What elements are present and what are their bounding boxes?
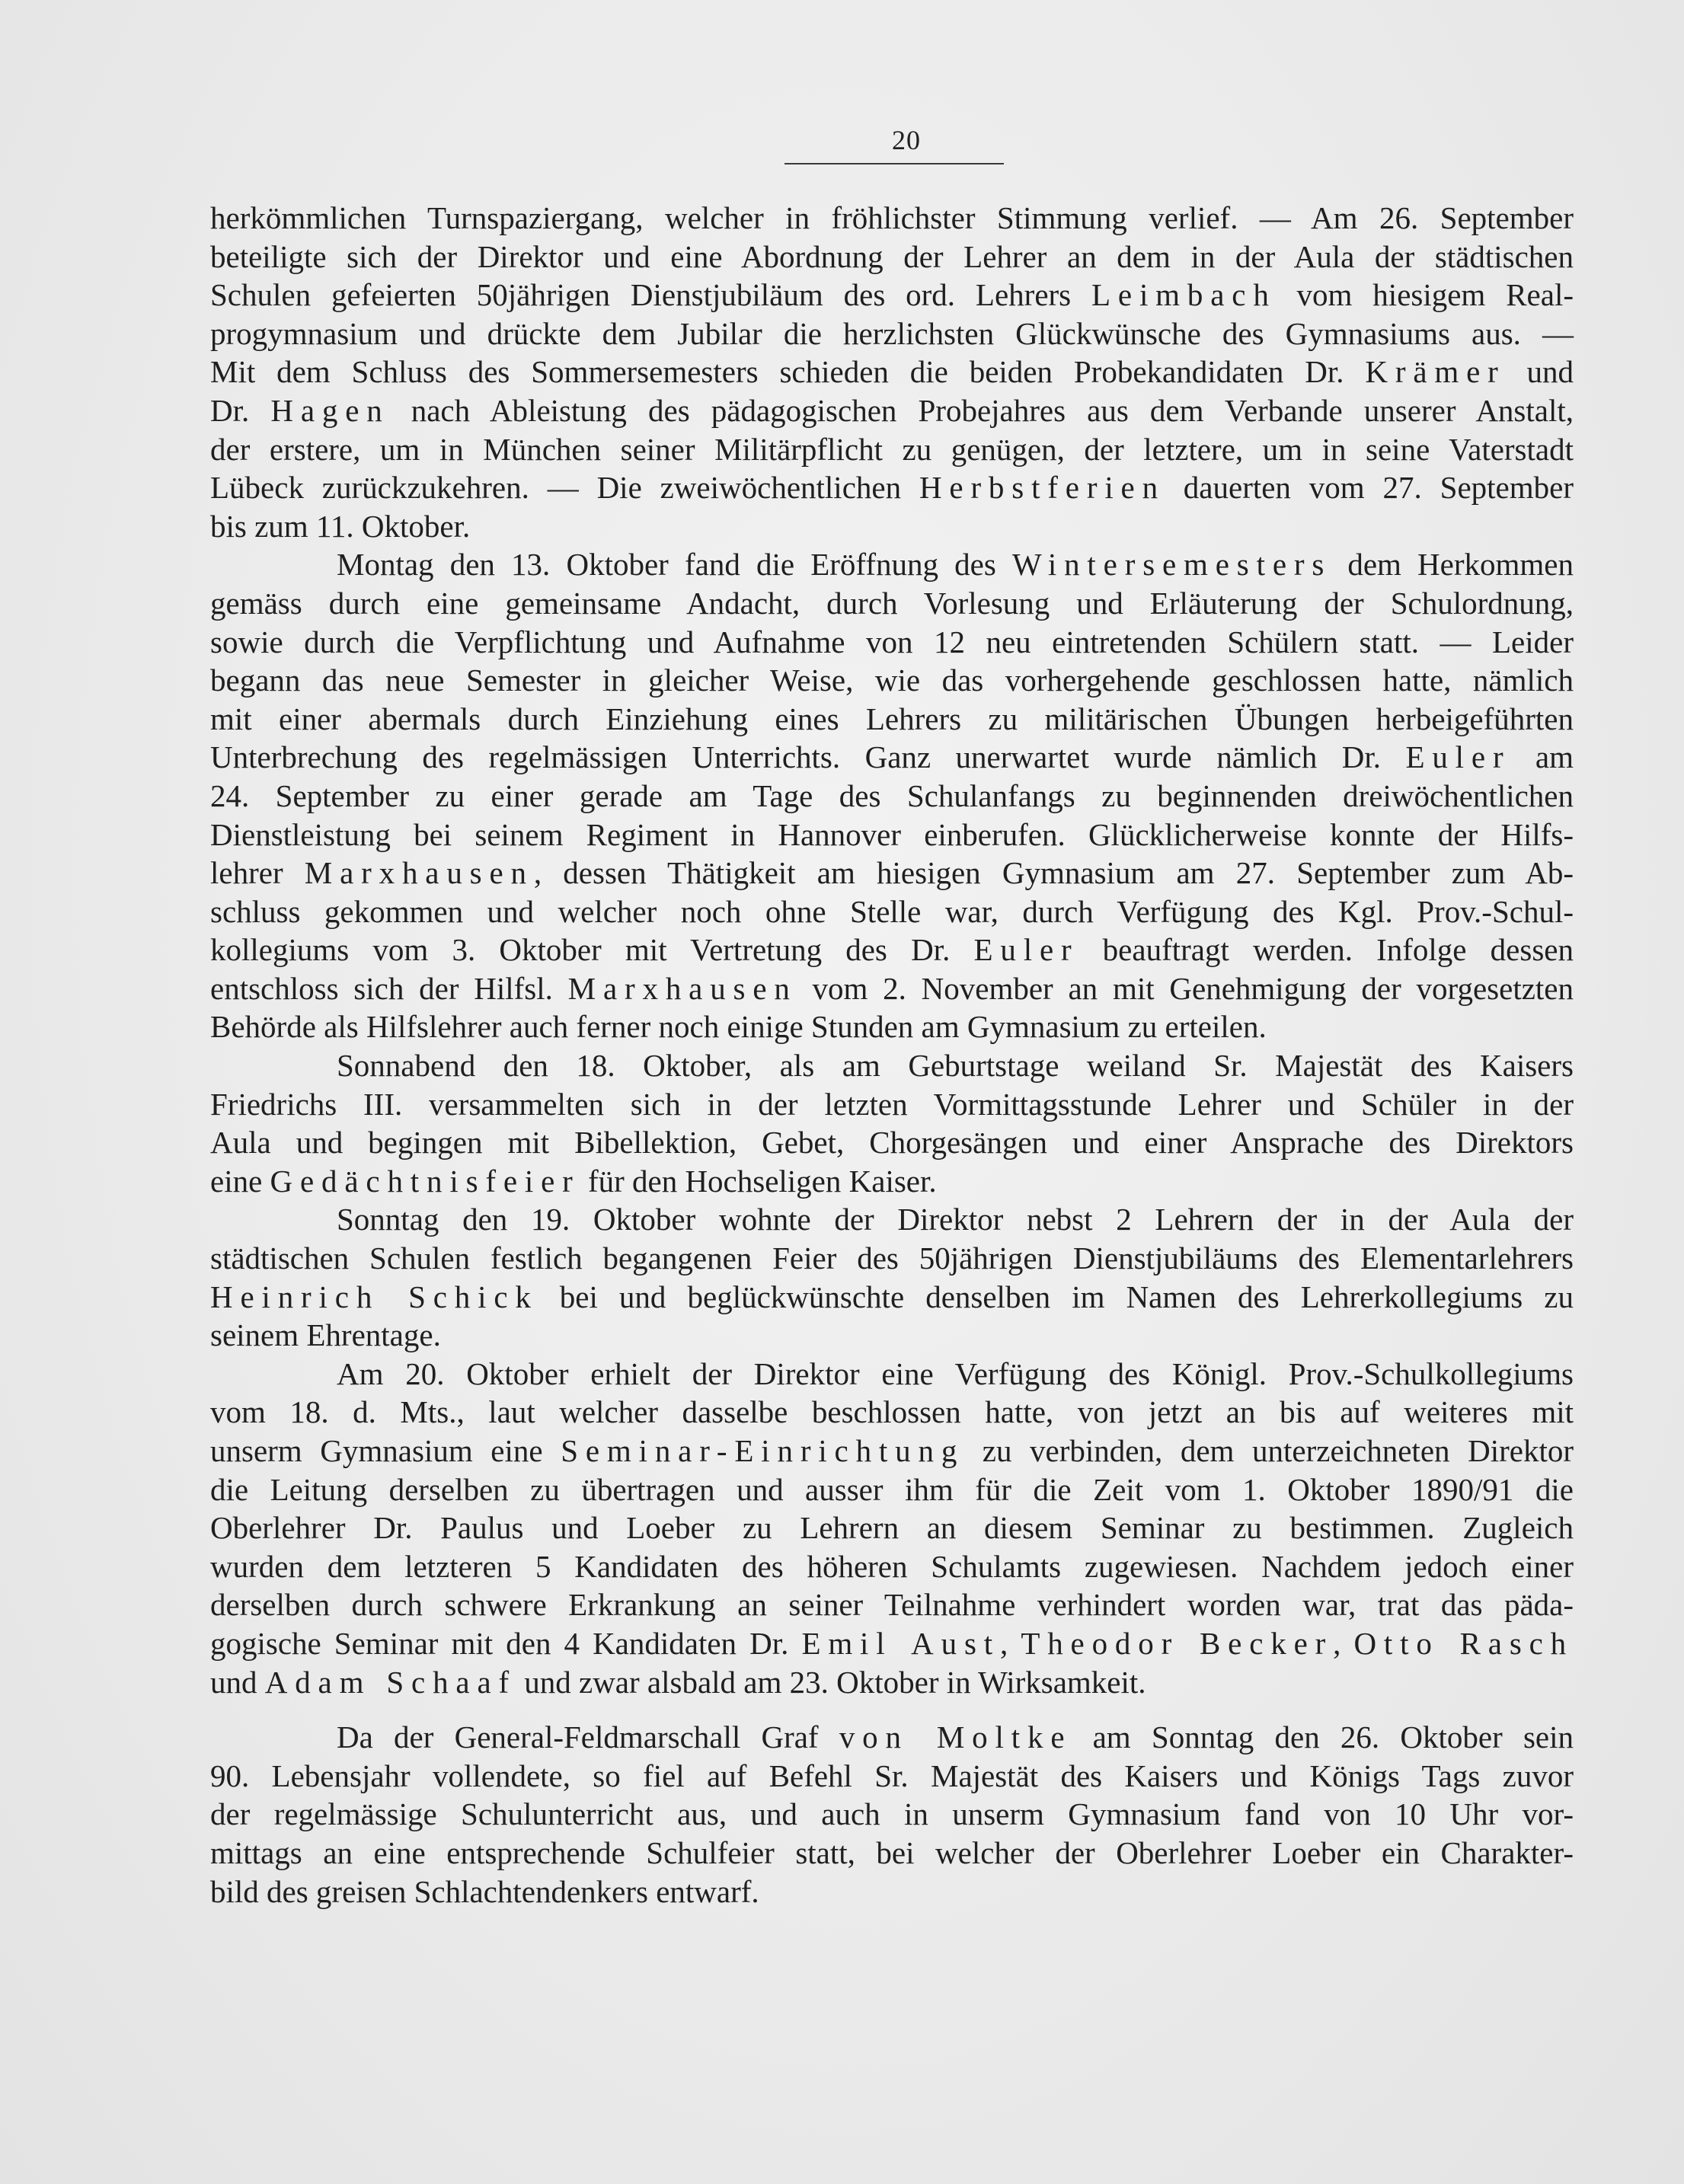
text-line: vom 18. d. Mts., laut welcher dasselbe beschlossen hatte, von jetzt an bis auf weiteres mit (210, 1394, 1574, 1430)
spaced-name: Marxhausen (567, 970, 797, 1006)
paragraph-1 (210, 199, 1574, 545)
text-line: derselben durch schwere Erkrankung an seiner Teilnahme verhindert worden war, trat das päda- (210, 1587, 1574, 1623)
text-line: mit einer abermals durch Einziehung eines Lehrers zu militärischen Übungen herbeigeführten (210, 701, 1574, 736)
text-line: 90. Lebensjahr vollendete, so fiel auf Befehl Sr. Majestät des Kaisers und Königs Tags zuvor (210, 1758, 1574, 1793)
text-line: unserm Gymnasium eine Seminar-Einrichtung zu verbinden, dem unterzeichneten Direktor (210, 1433, 1574, 1468)
text-line: kollegiums vom 3. Oktober mit Vertretung des Dr. Euler beauftragt werden. Infolge dessen (210, 932, 1574, 968)
text-line: gogische Seminar mit den 4 Kandidaten Dr. Emil Aust, Theodor Becker, Otto Rasch (210, 1625, 1574, 1661)
text-line: Behörde als Hilfslehrer auch ferner noch einige Stunden am Gymnasium zu erteilen. (210, 1009, 1267, 1045)
text-line: Unterbrechung des regelmässigen Unterrichts. Ganz unerwartet wurde nämlich Dr. Euler am (210, 739, 1574, 775)
text-line: Am 20. Oktober erhielt der Direktor eine Verfügung des Königl. Prov.-Schulkollegiums (337, 1355, 1574, 1391)
spaced-name: von Moltke (839, 1719, 1072, 1755)
paragraph-5 (210, 1355, 1574, 1701)
text-line: schluss gekommen und welcher noch ohne Stelle war, durch Verfügung des Kgl. Prov.-Schul- (210, 893, 1574, 929)
spaced-name: Wintersemesters (1011, 547, 1332, 583)
text-line: Sonntag den 19. Oktober wohnte der Direktor nebst 2 Lehrern der in der Aula der (337, 1202, 1574, 1237)
spaced-name: Emil Aust (801, 1625, 1000, 1661)
text-line: die Leitung derselben zu übertragen und ausser ihm für die Zeit vom 1. Oktober 1890/91 die (210, 1471, 1574, 1507)
spaced-name: Otto Rasch (1353, 1625, 1574, 1661)
text-line: und Adam Schaaf und zwar alsbald am 23. Oktober in Wirksamkeit. (210, 1664, 1146, 1700)
spaced-name: Leimbach (1091, 277, 1277, 313)
text-line: lehrer Marxhausen, dessen Thätigkeit am hiesigen Gymnasium am 27. September zum Ab- (210, 855, 1574, 891)
text-line: seinem Ehrentage. (210, 1317, 441, 1353)
text-line: wurden dem letzteren 5 Kandidaten des höheren Schulamts zugewiesen. Nachdem jedoch einer (210, 1548, 1574, 1584)
spaced-name: Euler (1405, 739, 1511, 775)
text-line: Schulen gefeierten 50jährigen Dienstjubiläum des ord. Lehrers Leimbach vom hiesigem Real- (210, 277, 1574, 313)
paragraph-6 (210, 1718, 1574, 1911)
text-line: beteiligte sich der Direktor und eine Abordnung der Lehrer an dem in der Aula der städtischen (210, 238, 1574, 274)
spaced-name: Adam Schaaf (264, 1664, 516, 1700)
spaced-name: Krämer (1365, 354, 1506, 390)
text-line: 24. September zu einer gerade am Tage des Schulanfangs zu beginnenden dreiwöchentlichen (210, 777, 1574, 813)
spaced-name: Herbstferien (919, 470, 1165, 506)
spaced-name: Seminar-Einrichtung (561, 1433, 965, 1468)
spaced-name: Theodor Becker (1021, 1625, 1334, 1661)
text-line: eine Gedächtnisfeier für den Hochseligen Kaiser. (210, 1163, 937, 1199)
text-line: städtischen Schulen festlich begangenen Feier des 50jährigen Dienstjubiläums des Elementarlehrers (210, 1240, 1574, 1276)
text-line: gemäss durch eine gemeinsame Andacht, durch Vorlesung und Erläuterung der Schulordnung, (210, 585, 1574, 621)
text-line: der regelmässige Schulunterricht aus, und auch in unserm Gymnasium fand von 10 Uhr vor- (210, 1796, 1574, 1832)
text-line: der erstere, um in München seiner Militärpflicht zu genügen, der letztere, um in seine Vaterstadt (210, 431, 1574, 467)
text-line: Lübeck zurückzukehren. — Die zweiwöchentlichen Herbstferien dauerten vom 27. September (210, 470, 1574, 506)
text-line: Montag den 13. Oktober fand die Eröffnung des Wintersemesters dem Herkommen (337, 547, 1574, 583)
text-line: Oberlehrer Dr. Paulus und Loeber zu Lehrern an diesem Seminar zu bestimmen. Zugleich (210, 1510, 1574, 1546)
text-line: Mit dem Schluss des Sommersemesters schieden die beiden Probekandidaten Dr. Krämer und (210, 354, 1574, 390)
text-line: Sonnabend den 18. Oktober, als am Geburtstage weiland Sr. Majestät des Kaisers (337, 1048, 1574, 1084)
text-line: herkömmlichen Turnspaziergang, welcher in fröhlichster Stimmung verlief. — Am 26. September (210, 200, 1574, 235)
text-line: begann das neue Semester in gleicher Weise, wie das vorhergehende geschlossen hatte, nämlich (210, 663, 1574, 698)
text-line: Dienstleistung bei seinem Regiment in Hannover einberufen. Glücklicherweise konnte der Hilfs- (210, 816, 1574, 852)
text-line: Heinrich Schick bei und beglückwünschte denselben im Namen des Lehrerkollegiums zu (210, 1279, 1574, 1314)
text-line: entschloss sich der Hilfsl. Marxhausen vom 2. November an mit Genehmigung der vorgesetzten (210, 970, 1574, 1006)
text-line: progymnasium und drückte dem Jubilar die herzlichsten Glückwünsche des Gymnasiums aus. — (210, 315, 1574, 351)
text-line: Dr. Hagen nach Ableistung des pädagogischen Probejahres aus dem Verbande unserer Anstalt, (210, 392, 1574, 428)
spaced-name: Hagen (270, 392, 390, 428)
page-number: 20 (892, 125, 921, 155)
spaced-name: Gedächtnisfeier (270, 1163, 580, 1199)
spaced-name: Euler (973, 932, 1079, 968)
spaced-name: Heinrich Schick (210, 1279, 538, 1314)
text-line: bild des greisen Schlachtendenkers entwarf. (210, 1873, 759, 1909)
text-line: mittags an eine entsprechende Schulfeier statt, bei welcher der Oberlehrer Loeber ein Charakter- (210, 1834, 1574, 1870)
paragraph-4 (210, 1200, 1574, 1354)
spaced-name: Marxhausen (304, 855, 534, 891)
paragraph-3 (210, 1046, 1574, 1200)
body-text (210, 199, 1574, 1911)
text-line: Aula und begingen mit Bibellektion, Gebet, Chorgesängen und einer Ansprache des Direktors (210, 1125, 1574, 1161)
text-line: Da der General-Feldmarschall Graf von Moltke am Sonntag den 26. Oktober sein (337, 1719, 1574, 1755)
text-line: Friedrichs III. versammelten sich in der letzten Vormittagsstunde Lehrer und Schüler in der (210, 1086, 1574, 1122)
text-line: bis zum 11. Oktober. (210, 508, 471, 544)
paragraph-2 (210, 545, 1574, 1046)
page-number-rule (784, 163, 1004, 164)
text-line: sowie durch die Verpflichtung und Aufnahme von 12 neu eintretenden Schülern statt. — Leider (210, 624, 1574, 659)
